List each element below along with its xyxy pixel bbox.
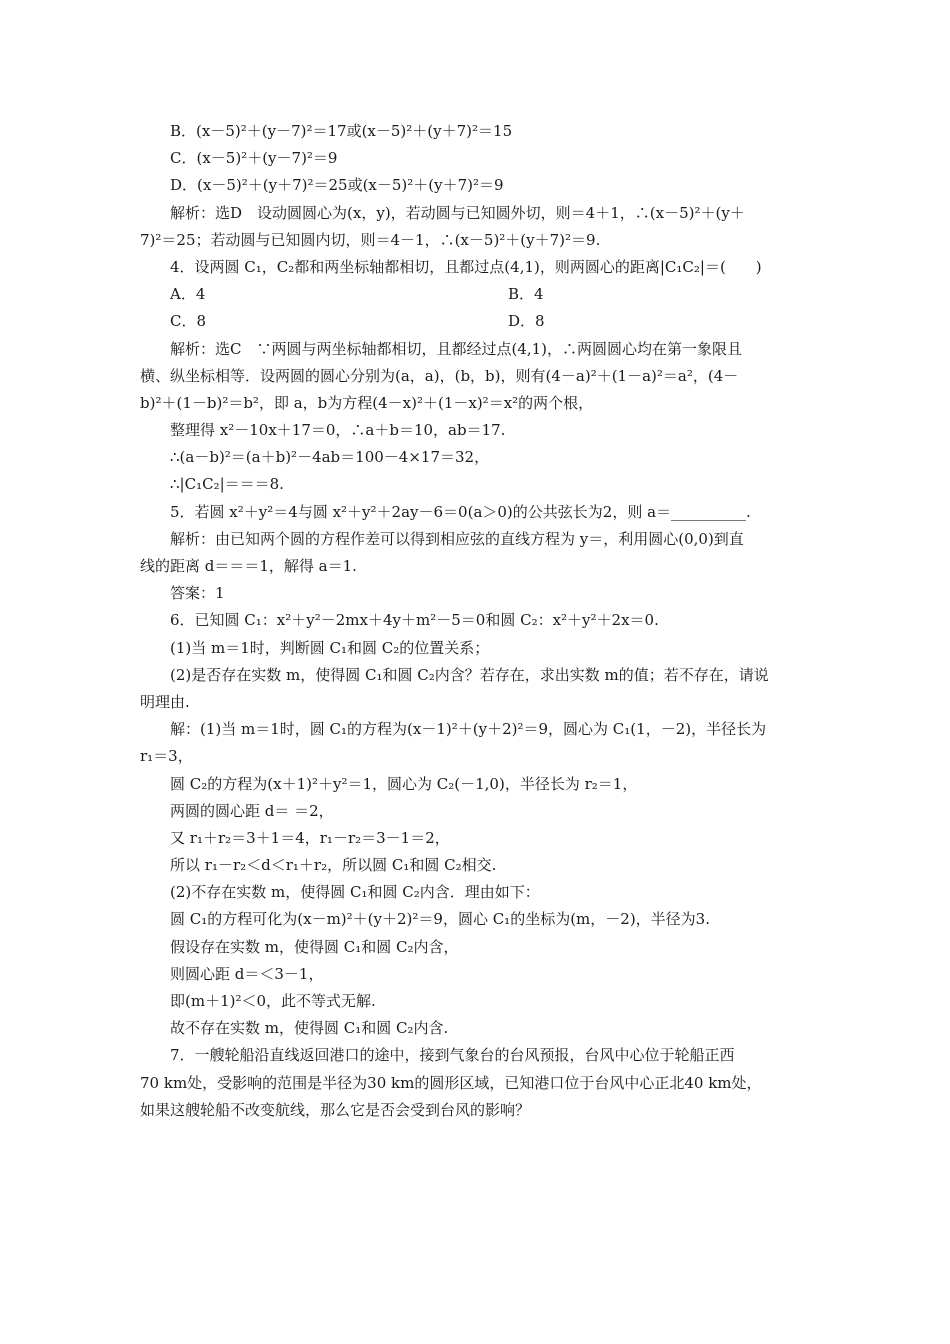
text-line: 解析：由已知两个圆的方程作差可以得到相应弦的直线方程为 y＝，利用圆心(0,0)到直 bbox=[170, 529, 744, 548]
text-line: 假设存在实数 m，使得圆 C₁和圆 C₂内含， bbox=[170, 937, 459, 956]
text-line: ∴(a－b)²＝(a＋b)²－4ab＝100－4×17＝32， bbox=[170, 448, 490, 467]
text-line: 即(m＋1)²＜0，此不等式无解. bbox=[170, 992, 376, 1010]
text-line: 故不存在实数 m，使得圆 C₁和圆 C₂内含. bbox=[170, 1019, 449, 1038]
text-line: 解：(1)当 m＝1时，圆 C₁的方程为(x－1)²＋(y＋2)²＝9，圆心为 C₁(1，－2)，半径长为 bbox=[170, 720, 767, 739]
text-line: 6．已知圆 C₁：x²＋y²－2mx＋4y＋m²－5＝0和圆 C₂：x²＋y²＋2x＝0. bbox=[170, 611, 659, 630]
text-line: D．(x－5)²＋(y＋7)²＝25或(x－5)²＋(y＋7)²＝9 bbox=[170, 176, 504, 195]
text-line: C．(x－5)²＋(y－7)²＝9 bbox=[170, 149, 338, 168]
text-line: (2)不存在实数 m，使得圆 C₁和圆 C₂内含．理由如下： bbox=[170, 883, 540, 902]
text-line: 70 km处，受影响的范围是半径为30 km的圆形区域，已知港口位于台风中心正北40 km处， bbox=[140, 1073, 762, 1092]
text-line: 线的距离 d＝＝＝1，解得 a＝1. bbox=[140, 557, 357, 575]
text-line: 解析：选C ∵两圆与两坐标轴都相切，且都经过点(4,1)，∴两圆圆心均在第一象限且 bbox=[170, 339, 743, 358]
text-line: 7)²＝25；若动圆与已知圆内切，则＝4－1，∴(x－5)²＋(y＋7)²＝9. bbox=[140, 230, 601, 249]
text-line: 7．一艘轮船沿直线返回港口的途中，接到气象台的台风预报，台风中心位于轮船正西 bbox=[170, 1046, 735, 1065]
text-line: r₁＝3， bbox=[140, 747, 193, 766]
text-line: 则圆心距 d＝＜3－1， bbox=[170, 964, 324, 983]
text-line: 整理得 x²－10x＋17＝0，∴a＋b＝10，ab＝17. bbox=[170, 421, 506, 440]
text-line: 解析：选D 设动圆圆心为(x，y)，若动圆与已知圆外切，则＝4＋1，∴(x－5)²＋(y＋ bbox=[170, 203, 745, 222]
text-line: 又 r₁＋r₂＝3＋1＝4，r₁－r₂＝3－1＝2， bbox=[170, 828, 450, 847]
text-line: 两圆的圆心距 d＝ ＝2， bbox=[170, 801, 334, 820]
option-row bbox=[140, 281, 820, 308]
text-line: 明理由. bbox=[140, 692, 190, 711]
option-text: D．8 bbox=[508, 312, 545, 331]
text-line: 5．若圆 x²＋y²＝4与圆 x²＋y²＋2ay－6＝0(a＞0)的公共弦长为2，则 a＝__________. bbox=[170, 502, 751, 521]
option-text: A．4 bbox=[170, 285, 206, 304]
text-line: 圆 C₂的方程为(x＋1)²＋y²＝1，圆心为 C₂(－1,0)，半径长为 r₂＝1， bbox=[170, 774, 638, 793]
text-line: 4．设两圆 C₁，C₂都和两坐标轴都相切，且都过点(4,1)，则两圆心的距离|C₁C₂|＝( ) bbox=[170, 257, 762, 276]
text-line: (1)当 m＝1时，判断圆 C₁和圆 C₂的位置关系； bbox=[170, 638, 490, 657]
option-text: C．8 bbox=[170, 312, 207, 331]
text-line: B．(x－5)²＋(y－7)²＝17或(x－5)²＋(y＋7)²＝15 bbox=[170, 122, 513, 140]
text-line: (2)是否存在实数 m，使得圆 C₁和圆 C₂内含？若存在，求出实数 m的值；若不存在，请说 bbox=[170, 665, 769, 684]
text-line: b)²＋(1－b)²＝b²，即 a，b为方程(4－x)²＋(1－x)²＝x²的两个根， bbox=[140, 393, 594, 412]
text-line: 圆 C₁的方程可化为(x－m)²＋(y＋2)²＝9，圆心 C₁的坐标为(m，－2)，半径为3. bbox=[170, 910, 710, 929]
text-line: 答案：1 bbox=[170, 584, 225, 603]
option-row bbox=[140, 308, 820, 335]
option-text: B．4 bbox=[508, 285, 544, 304]
text-line: 所以 r₁－r₂＜d＜r₁＋r₂，所以圆 C₁和圆 C₂相交. bbox=[170, 856, 497, 875]
text-line: 如果这艘轮船不改变航线，那么它是否会受到台风的影响？ bbox=[140, 1100, 531, 1119]
text-line: ∴|C₁C₂|＝＝＝8. bbox=[170, 475, 284, 494]
document-page bbox=[140, 118, 820, 1124]
text-line: 横、纵坐标相等．设两圆的圆心分别为(a，a)，(b，b)，则有(4－a)²＋(1－a)²＝a²，(4－ bbox=[140, 366, 739, 385]
